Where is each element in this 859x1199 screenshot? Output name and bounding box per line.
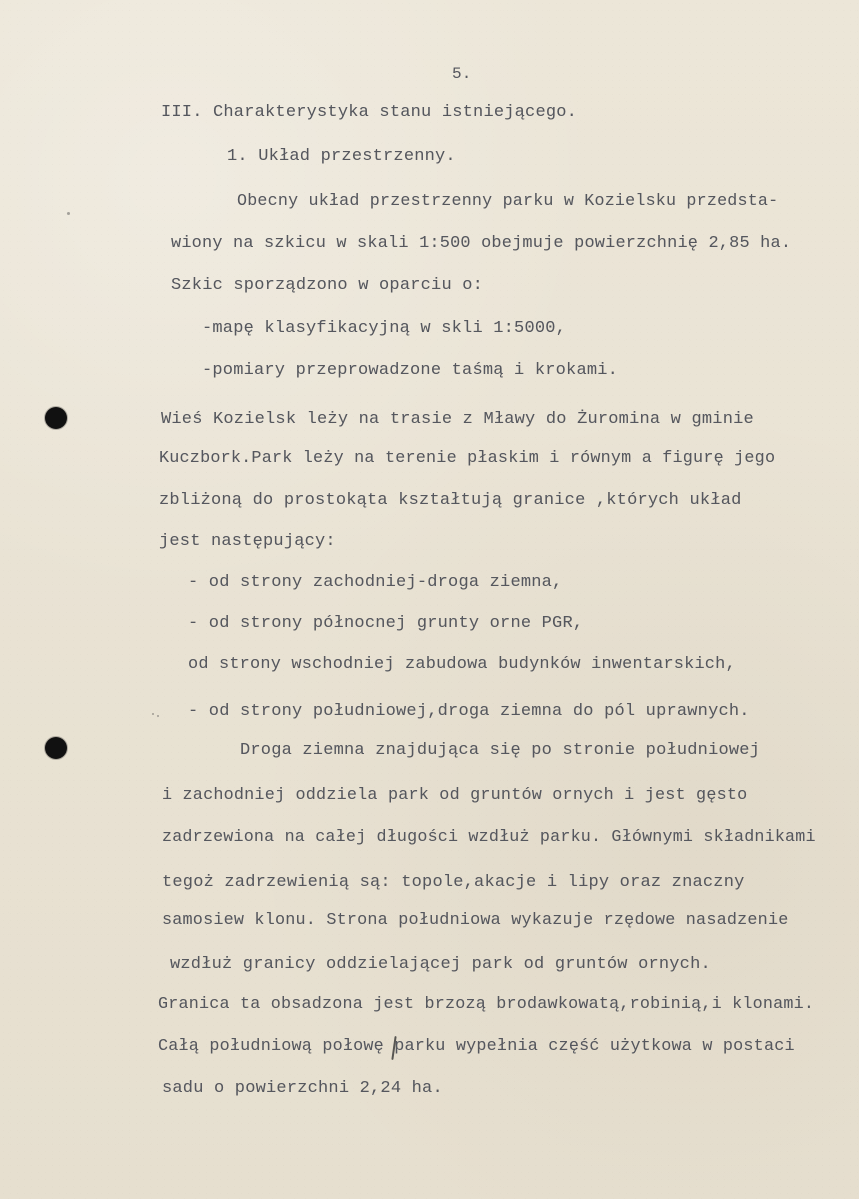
boundary-item-3: od strony wschodniej zabudowa budynków inwentarskich, [188, 655, 736, 674]
paragraph-3-line-1: Droga ziemna znajdująca się po stronie południowej [240, 741, 761, 760]
paper-speck [152, 713, 154, 715]
punch-hole-bottom [45, 737, 67, 759]
paragraph-3-line-2: i zachodniej oddziela park od gruntów ornych i jest gęsto [162, 786, 748, 805]
paragraph-1-line-2: wiony na szkicu w skali 1:500 obejmuje powierzchnię 2,85 ha. [171, 234, 792, 253]
paragraph-1-line-1: Obecny układ przestrzenny parku w Kozielsku przedsta- [237, 192, 779, 211]
paragraph-3-line-9: sadu o powierzchni 2,24 ha. [162, 1079, 443, 1098]
boundary-item-2: - od strony północnej grunty orne PGR, [188, 614, 584, 633]
paragraph-3-line-6: wzdłuż granicy oddzielającej park od gruntów ornych. [170, 955, 711, 974]
subsection-title: 1. Układ przestrzenny. [227, 147, 456, 166]
paragraph-3-line-7: Granica ta obsadzona jest brzozą brodawkowatą,robinią,i klonami. [158, 995, 815, 1014]
page-number: 5. [452, 65, 472, 83]
boundary-item-1: - od strony zachodniej-droga ziemna, [188, 573, 563, 592]
paragraph-3-line-8: Całą południową połowę parku wypełnia część użytkowa w postaci [158, 1037, 795, 1056]
paragraph-1-line-3: Szkic sporządzono w oparciu o: [171, 276, 484, 295]
boundary-item-4: - od strony południowej,droga ziemna do pól uprawnych. [188, 702, 750, 721]
paragraph-3-line-3: zadrzewiona na całej długości wzdłuż parku. Głównymi składnikami [162, 828, 816, 847]
paper-speck [157, 715, 159, 717]
section-title: III. Charakterystyka stanu istniejącego. [161, 103, 578, 122]
paragraph-3-line-4: tegoż zadrzewienią są: topole,akacje i lipy oraz znaczny [162, 873, 745, 892]
paragraph-2-line-4: jest następujący: [159, 532, 336, 551]
source-item-2: -pomiary przeprowadzone taśmą i krokami. [202, 361, 619, 380]
paragraph-2-line-2: Kuczbork.Park leży na terenie płaskim i równym a figurę jego [159, 449, 776, 468]
source-item-1: -mapę klasyfikacyjną w skli 1:5000, [202, 319, 567, 338]
paragraph-3-line-5: samosiew klonu. Strona południowa wykazuje rzędowe nasadzenie [162, 911, 789, 930]
punch-hole-top [45, 407, 67, 429]
paragraph-2-line-3: zbliżoną do prostokąta kształtują granice ,których układ [159, 491, 742, 510]
paper-speck [67, 212, 70, 215]
paragraph-2-line-1: Wieś Kozielsk leży na trasie z Mławy do Żuromina w gminie [161, 410, 754, 429]
